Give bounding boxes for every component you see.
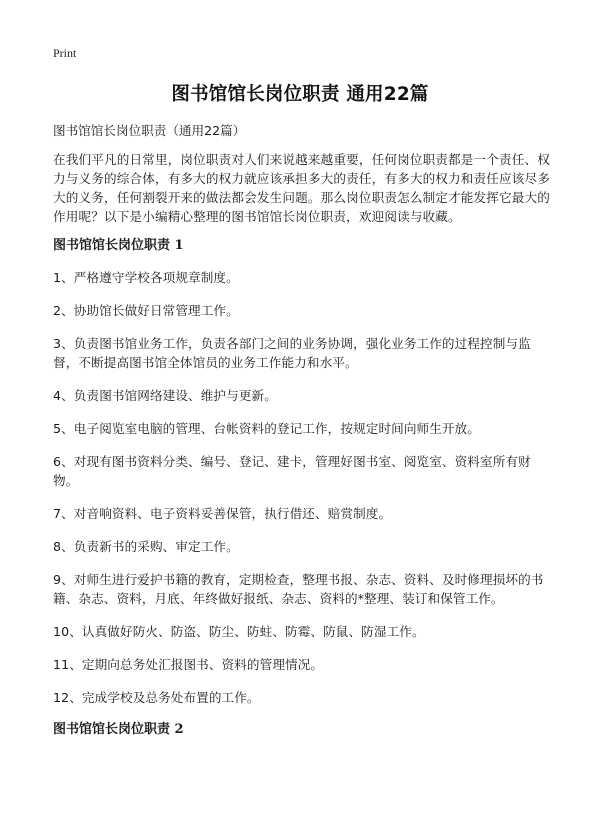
list-item: 11、定期向总务处汇报图书、资料的管理情况。	[53, 657, 324, 672]
document-subtitle: 图书馆馆长岗位职责（通用22篇）	[53, 123, 246, 138]
list-item: 4、负责图书馆网络建设、维护与更新。	[53, 388, 277, 403]
print-label: Print	[53, 46, 77, 60]
list-item: 10、认真做好防火、防盗、防尘、防蛀、防霉、防鼠、防湿工作。	[53, 624, 425, 639]
list-item: 3、负责图书馆业务工作，负责各部门之间的业务协调，强化业务工作的过程控制与监督，不断提高图书馆全体馆员的业务工作能力和水平。	[53, 336, 531, 370]
list-item: 1、严格遵守学校各项规章制度。	[53, 270, 239, 285]
list-item: 8、负责新书的采购、审定工作。	[53, 539, 239, 554]
list-item: 9、对师生进行爱护书籍的教育，定期检查，整理书报、杂志、资料、及时修理损坏的书籍、杂志、资料，月底、年终做好报纸、杂志、资料的*整理、装订和保管工作。	[53, 572, 544, 606]
list-item: 12、完成学校及总务处布置的工作。	[53, 690, 260, 705]
section-heading: 图书馆馆长岗位职责 1	[53, 238, 184, 253]
intro-paragraph: 在我们平凡的日常里，岗位职责对人们来说越来越重要，任何岗位职责都是一个责任、权力与义务的综合体，有多大的权力就应该承担多大的责任，有多大的权力和责任应该尽多大的义务，任何割裂开来的做法都会发生问题。那么岗位职责怎么制定才能发挥它最大的作用呢？以下是小编精心整理的图书馆馆长岗位职责，欢迎阅读与收藏。	[53, 152, 551, 224]
document-body	[53, 121, 553, 752]
list-item: 2、协助馆长做好日常管理工作。	[53, 303, 239, 318]
document-title: 图书馆馆长岗位职责 通用22篇	[171, 84, 429, 105]
list-item: 7、对音响资料、电子资料妥善保管，执行借还、赔赏制度。	[53, 506, 392, 521]
list-item: 5、电子阅览室电脑的管理、台帐资料的登记工作，按规定时间向师生开放。	[53, 421, 481, 436]
list-item: 6、对现有图书资料分类、编号、登记、建卡，管理好图书室、阅览室、资料室所有财物。	[53, 454, 531, 488]
section-heading: 图书馆馆长岗位职责 2	[53, 722, 184, 737]
section-item-list	[53, 268, 553, 707]
